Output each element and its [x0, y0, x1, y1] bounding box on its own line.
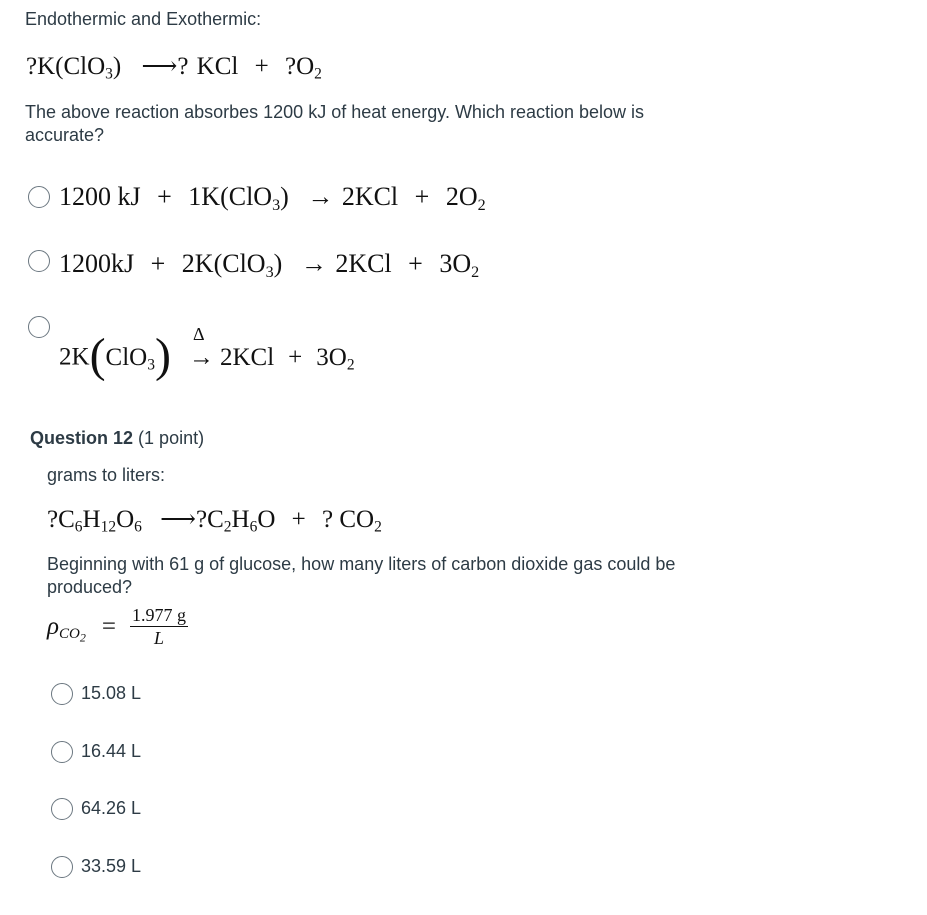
- q12-answer-2-radio[interactable]: [51, 741, 73, 763]
- q12-header: [30, 428, 204, 449]
- q12-answer-1-radio[interactable]: [51, 683, 73, 705]
- q12-answer-3-label: 64.26 L: [81, 798, 142, 818]
- q12-answer-4-label: 33.59 L: [81, 856, 142, 876]
- q12-title: Question 12: [30, 428, 134, 448]
- q12-equation: $?C_6H_{12}O_6$ $⟶?C_2H_6O$ + ? $CO_2$: [47, 506, 382, 536]
- q12-answer-2-label: 16.44 L: [81, 741, 142, 761]
- q11-option-2-equation: $1200kJ + 2K(ClO_3) \to 2KCl + 3O_2$: [59, 249, 480, 281]
- q11-option-2-radio[interactable]: [28, 250, 50, 272]
- eq-reactant: ?K(ClO$_3$): [26, 53, 122, 83]
- eq-plus: +: [254, 53, 269, 80]
- eq-product-o2: $?O_2$: [284, 53, 322, 83]
- q12-subheading: grams to liters:: [47, 465, 166, 485]
- q12-prompt: Beginning with 61 g of glucose, how many liters of carbon dioxide gas could be produced?: [47, 554, 676, 597]
- q11-option-3-equation: 2K(ClO$_3$) Δ → $2KCl + 3O_2$: [59, 323, 355, 382]
- q11-equation: [26, 51, 322, 81]
- q11-prompt: The above reaction absorbes 1200 kJ of heat energy. Which reaction below is accurate?: [25, 102, 645, 145]
- q12-answer-4-radio[interactable]: [51, 856, 73, 878]
- q12-answer-3-radio[interactable]: [51, 798, 73, 820]
- eq-product-kcl: KCl: [196, 53, 239, 80]
- q11-option-1-equation: 1200 kJ + $1K(ClO_3) \to 2KCl + 2O_2$: [59, 182, 486, 214]
- q12-points: (1 point): [138, 428, 205, 448]
- q12-density-formula: $\rho_{CO_2}$ = $\frac{1.977 g}{L}$: [47, 605, 186, 648]
- eq-arrow: ⟶?: [141, 53, 189, 80]
- q11-option-3-radio[interactable]: [28, 316, 50, 338]
- q11-heading: Endothermic and Exothermic:: [25, 9, 262, 29]
- q12-answer-1-label: 15.08 L: [81, 683, 142, 703]
- q11-option-1-radio[interactable]: [28, 186, 50, 208]
